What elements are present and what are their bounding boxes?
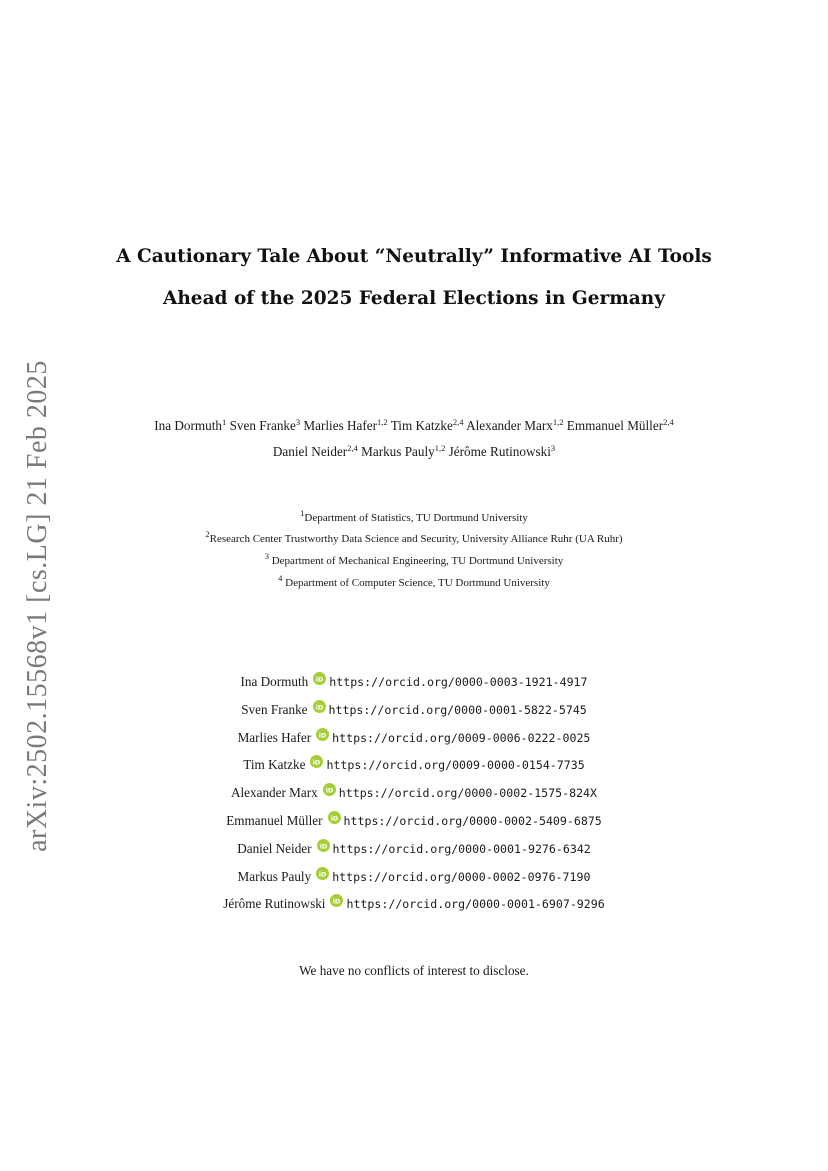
orcid-author-name: Marlies Hafer [237,729,312,745]
orcid-icon[interactable] [313,672,326,685]
orcid-row [0,783,828,801]
author: Marlies Hafer$^{1,2}$ [303,417,388,433]
orcid-author-name: Sven Franke [241,701,308,717]
orcid-row [0,700,828,718]
orcid-author-name: Emmanuel Müller [226,813,323,828]
orcid-author-name: Markus Pauly [237,868,312,884]
orcid-link[interactable]: https://orcid.org/0000-0001-6907-9296 [346,897,605,912]
author: Emmanuel Müller$^{2,4}$ [566,417,674,433]
orcid-icon[interactable] [323,783,336,796]
orcid-row [0,894,828,912]
author: Ina Dormuth$^1$ [154,417,227,433]
affiliation: $^1$Department of Statistics, TU Dortmund University [300,508,528,524]
svg-text:iD: iD [313,758,321,767]
author-line-2 [0,444,828,460]
paper-title-line-2: Ahead of the 2025 Federal Elections in Germany [163,288,665,309]
svg-text:iD: iD [319,842,327,851]
orcid-icon[interactable] [317,839,330,852]
author: Tim Katzke$^{2,4}$ [390,417,464,433]
svg-text:iD: iD [325,786,334,795]
orcid-icon[interactable] [328,811,341,824]
affiliation: $^2$Research Center Trustworthy Data Science and Security, University Alliance Ruhr (UA Ruhr) [205,529,623,545]
orcid-author-name: Alexander Marx [230,785,318,801]
orcid-row [0,867,828,885]
orcid-row [0,839,828,857]
affiliation: $^3$ Department of Mechanical Engineering, TU Dortmund University [264,551,564,567]
orcid-row [0,672,828,690]
author: Jérôme Rutinowski$^3$ [448,443,556,459]
orcid-row [0,811,828,829]
orcid-icon[interactable] [316,728,329,741]
svg-text:iD: iD [330,814,338,823]
author: Sven Franke$^3$ [229,417,301,433]
author: Markus Pauly$^{1,2}$ [361,443,446,459]
orcid-link[interactable]: https://orcid.org/0000-0002-0976-7190 [332,869,591,884]
svg-text:iD: iD [318,730,327,739]
orcid-link[interactable]: https://orcid.org/0000-0002-5409-6875 [343,814,602,828]
author: Daniel Neider$^{2,4}$ [272,443,358,459]
orcid-link[interactable]: https://orcid.org/0009-0006-0222-0025 [332,730,591,745]
orcid-author-name: Tim Katzke [243,757,306,773]
orcid-link[interactable]: https://orcid.org/0009-0000-0154-7735 [326,758,585,773]
conflict-of-interest-statement: We have no conflicts of interest to disclose. [299,963,529,978]
author-line-1 [0,418,828,434]
arxiv-identifier: arXiv:2502.15568v1 [cs.LG] 21 Feb 2025 [22,360,53,852]
author: Alexander Marx$^{1,2}$ [466,417,564,433]
orcid-author-name: Ina Dormuth [240,674,309,689]
orcid-author-name: Daniel Neider [237,840,312,856]
orcid-icon[interactable] [310,755,323,768]
svg-text:iD: iD [333,897,341,906]
orcid-row [0,728,828,746]
orcid-link[interactable]: https://orcid.org/0000-0003-1921-4917 [329,675,588,689]
paper-title-line-1: A Cautionary Tale About “Neutrally” Informative AI Tools [116,246,712,267]
orcid-link[interactable]: https://orcid.org/0000-0001-9276-6342 [332,841,591,856]
svg-text:iD: iD [318,869,327,878]
svg-text:iD: iD [315,675,324,684]
orcid-link[interactable]: https://orcid.org/0000-0002-1575-824X [338,786,598,801]
orcid-icon[interactable] [330,894,343,907]
svg-text:iD: iD [315,703,323,712]
orcid-author-name: Jérôme Rutinowski [223,896,326,912]
orcid-icon[interactable] [313,700,326,713]
affiliation: $^4$ Department of Computer Science, TU Dortmund University [278,573,550,589]
orcid-icon[interactable] [316,867,329,880]
orcid-row [0,755,828,773]
orcid-link[interactable]: https://orcid.org/0000-0001-5822-5745 [328,702,587,717]
